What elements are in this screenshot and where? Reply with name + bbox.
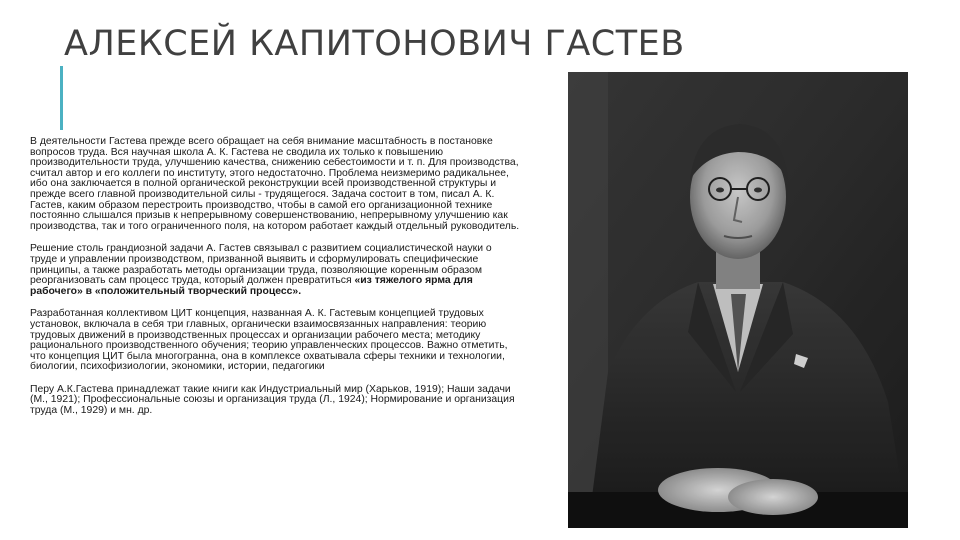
portrait-photo: [568, 72, 908, 528]
paragraph-2-quote: «из тяжелого ярма для рабочего» в «положительный творческий процесс».: [30, 275, 473, 297]
paragraph-3: Разработанная коллективом ЦИТ концепция, названная А. К. Гастевым концепцией трудовых установок, включала в себя три главных, органически взаимосвязанных направления: теорию трудовых движений в производственных процессах и организации рабочего места; методику рационального производственного обучения; теорию управленческих процессов. Важно отметить, что концепция ЦИТ была многогранна, она в комплексе охватывала сферы техники и технологии, биологии, психофизиологии, экономики, истории, педагогики: [30, 308, 508, 373]
slide-title: АЛЕКСЕЙ КАПИТОНОВИЧ ГАСТЕВ: [64, 24, 685, 64]
accent-line: [60, 66, 63, 130]
paragraph-1: В деятельности Гастева прежде всего обращает на себя внимание масштабность в постановке вопросов труда. Вся научная школа А. К. Гастева не сводила их только к повышению производительности труда, улучшению качества, снижению себестоимости и т. п. Для производства, считал автор и его коллеги по институту, этого недостаточно. Проблема неизмеримо радикальнее, ибо она заключается в полной органической реконструкции всей производственной структуры и прежде всего главной производительной силы - трудящегося. Задача состоит в том, писал А. К. Гастев, каким образом перестроить производство, чтобы в самой его организационной технике постоянно слышался призыв к непрерывному совершенствованию, непрерывному улучшению как производства, так и того ограниченного поля, на котором работает каждый отдельный руководитель.: [30, 136, 520, 232]
paragraph-2-text: Решение столь грандиозной задачи А. Гастев связывал с развитием социалистической науки о труде и управлении производством, призванной выявить и сформулировать специфические принципы, а также разработать методы организации труда, позволяющие коренным образом реорганизовать сам процесс труда, который должен превратиться: [30, 243, 492, 287]
paragraph-2: [30, 244, 520, 297]
body-text: [30, 137, 520, 429]
paragraph-4: Перу А.К.Гастева принадлежат такие книги как Индустриальный мир (Харьков, 1919); Наши задачи (М., 1921); Профессиональные союзы и организация труда (Л., 1924); Нормирование и организация труда (М., 1929) и мн. др.: [30, 383, 515, 417]
portrait-photo-icon: [568, 72, 908, 528]
